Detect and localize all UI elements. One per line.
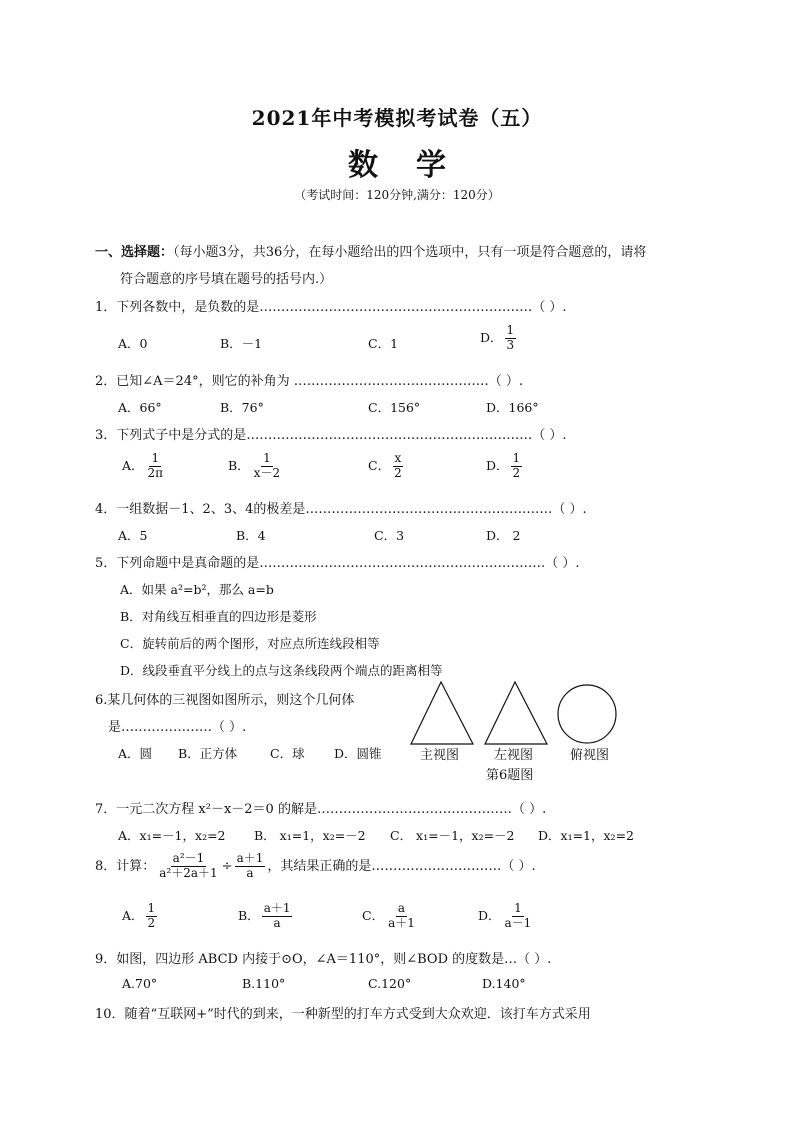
q9-option-a: A.70° — [122, 976, 158, 991]
q3-option-d: D． $\frac{1}{2}$ — [486, 451, 521, 480]
q3-option-b: B． $\frac{1}{x-2}$ — [228, 451, 281, 480]
q4-option-a: A．5 — [118, 528, 148, 543]
q9-option-d: D.140° — [482, 976, 526, 991]
top-view-circle — [558, 685, 616, 743]
q1-option-a: A．0 — [118, 336, 148, 351]
q4-option-c: C．3 — [374, 528, 405, 543]
q6-option-a: A．圆 — [118, 746, 153, 761]
q5-option-b: B．对角线互相垂直的四边形是菱形 — [120, 609, 317, 624]
q1-option-b: B．－1 — [220, 336, 263, 351]
front-view-triangle — [411, 682, 473, 744]
q7-option-c: C． x₁=－1，x₂=－2 — [390, 828, 515, 843]
exam-info: （考试时间：120分钟,满分：120分） — [294, 188, 500, 202]
q7-option-b: B． x₁=1，x₂=－2 — [254, 828, 366, 843]
question-4: 4．一组数据－1、2、3、4的极差是…………………………………………………（ ）. — [95, 502, 587, 517]
question-5: 5．下列命题中是真命题的是…………………………………………………………（ ）. — [95, 556, 580, 571]
question-1: 1．下列各数中，是负数的是………………………………………………………（ ）. — [95, 300, 567, 315]
left-view-triangle — [485, 682, 547, 744]
question-8: 8．计算： $\frac{\text{a²－1}}{\text{a²＋2a＋1}}$ ÷ $\frac{a+1}{a}$ ，其结果正确的是…………………………（ ）. — [95, 851, 536, 880]
left-view-label: 左视图 — [494, 748, 534, 763]
q9-option-c: C.120° — [368, 976, 412, 991]
q5-option-a: A．如果 a²=b²，那么 a=b — [120, 582, 274, 597]
top-view-label: 俯视图 — [570, 748, 610, 763]
question-3: 3．下列式子中是分式的是…………………………………………………………（ ）. — [95, 428, 567, 443]
q6-option-c: C．球 — [270, 746, 305, 761]
section-label: 一、选择题： — [95, 245, 174, 260]
q7-option-d: D．x₁=1，x₂=2 — [538, 828, 634, 843]
question-2: 2．已知∠A＝24°，则它的补角为 ………………………………………（ ）. — [95, 374, 523, 389]
q1-option-c: C．1 — [368, 336, 399, 351]
q5-option-c: C．旋转前后的两个图形，对应点所连线段相等 — [120, 636, 380, 651]
q8-option-b: B． $\frac{a+1}{a}$ — [238, 901, 291, 930]
question-6-line-2: 是…………………（ ）. — [108, 720, 247, 735]
q5-option-d: D．线段垂直平分线上的点与这条线段两个端点的距离相等 — [120, 663, 443, 678]
question-7: 7．一元二次方程 x²－x－2＝0 的解是………………………………………（ ）. — [95, 802, 547, 817]
q6-option-d: D．圆锥 — [334, 746, 382, 761]
q2-option-c: C．156° — [368, 400, 421, 415]
q4-option-d: D． 2 — [486, 528, 521, 543]
q1-option-d: D． $\frac{1}{3}$ — [480, 323, 515, 352]
section-desc-1: （每小题3分，共36分，在每小题给出的四个选项中，只有一项是符合题意的，请将 — [173, 245, 647, 260]
three-views-figure — [405, 678, 645, 746]
question-6-line-1: 6.某几何体的三视图如图所示，则这个几何体 — [95, 693, 355, 708]
section-heading — [95, 241, 646, 260]
q3-option-a: A． $\frac{1}{2\pi}$ — [122, 451, 164, 480]
question-10: 10．随着“互联网+”时代的到来，一种新型的打车方式受到大众欢迎．该打车方式采用 — [95, 1007, 591, 1022]
exam-title: 2021年中考模拟考试卷（五） — [251, 106, 543, 130]
subject-title: 数学 — [348, 148, 484, 183]
figure-caption: 第6题图 — [486, 768, 534, 783]
q4-option-b: B．4 — [236, 528, 266, 543]
question-9: 9．如图，四边形 ABCD 内接于⊙O，∠A＝110°，则∠BOD 的度数是…（ ）. — [95, 952, 552, 967]
section-desc-2: 符合题意的序号填在题号的括号内.） — [120, 272, 333, 287]
q2-option-d: D．166° — [486, 400, 539, 415]
q7-option-a: A．x₁=－1，x₂=2 — [118, 828, 226, 843]
q9-option-b: B.110° — [242, 976, 286, 991]
q2-option-b: B．76° — [220, 400, 264, 415]
q2-option-a: A．66° — [118, 400, 162, 415]
front-view-label: 主视图 — [420, 748, 460, 763]
q8-option-d: D． $\frac{1}{a-1}$ — [478, 901, 532, 930]
q6-option-b: B．正方体 — [178, 746, 238, 761]
q8-option-c: C． $\frac{a}{a+1}$ — [362, 901, 415, 930]
q8-option-a: A． $\frac{1}{2}$ — [122, 901, 156, 930]
q3-option-c: C． $\frac{x}{2}$ — [368, 451, 402, 480]
